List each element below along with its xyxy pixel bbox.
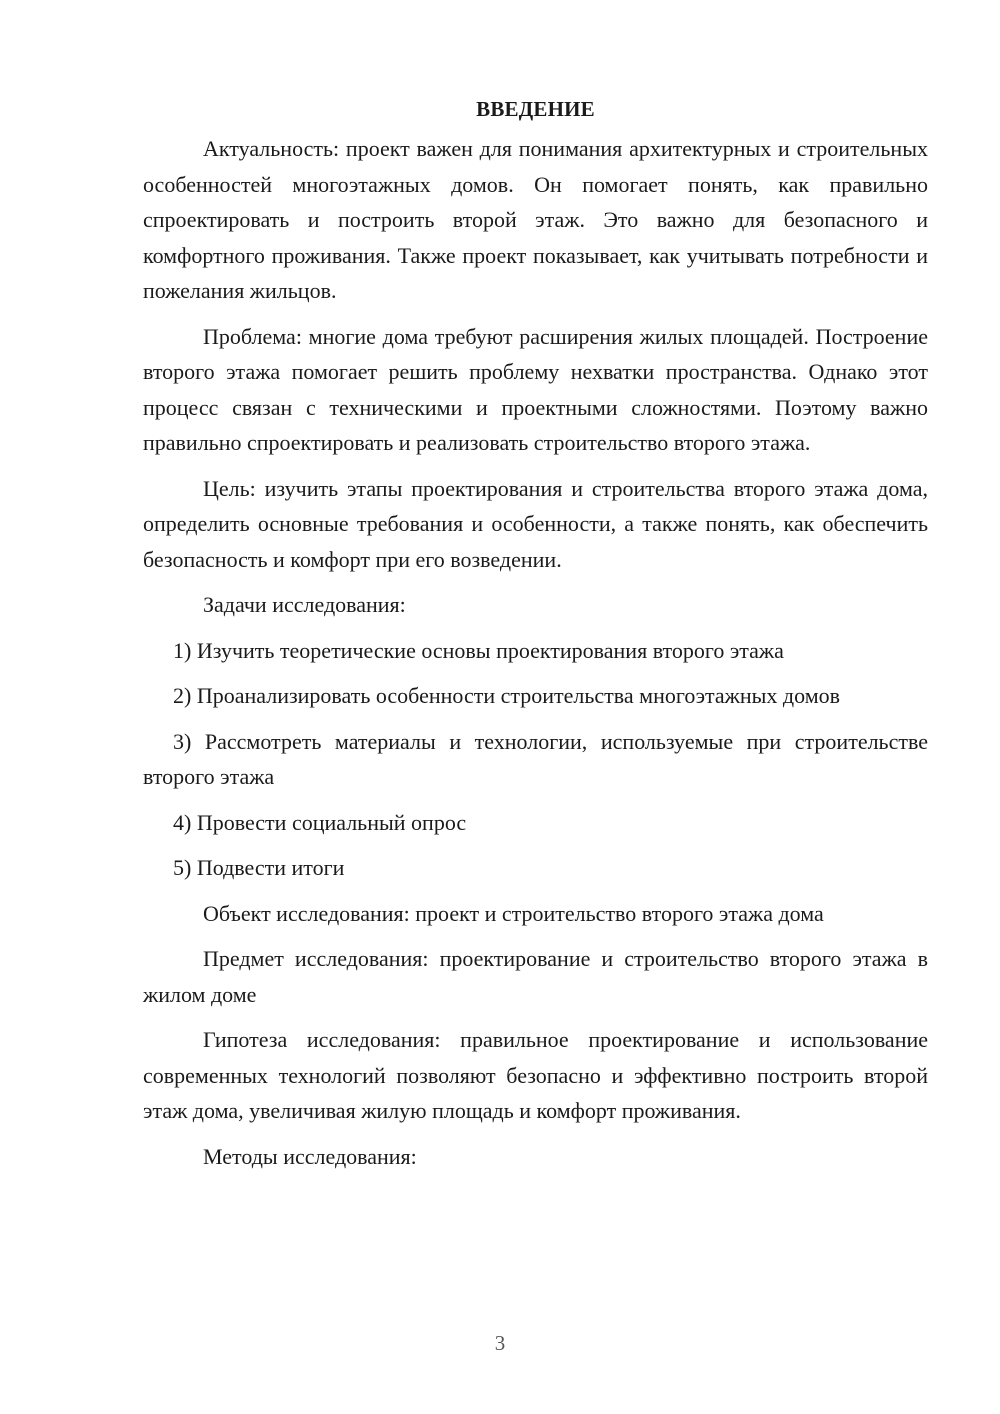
paragraph-subject: Предмет исследования: проектирование и строительство второго этажа в жилом доме [143, 946, 928, 1007]
task-item: 3) Рассмотреть материалы и технологии, используемые при строительстве второго этажа [143, 728, 928, 789]
task-item: 4) Провести социальный опрос [173, 809, 467, 835]
paragraph-object: Объект исследования: проект и строительство второго этажа дома [203, 900, 824, 926]
task-item: 5) Подвести итоги [173, 855, 345, 880]
section-title: ВВЕДЕНИЕ [476, 97, 595, 121]
page-content [143, 92, 928, 1184]
task-item: 2) Проанализировать особенности строительства многоэтажных домов [173, 683, 841, 708]
paragraph-hypothesis: Гипотеза исследования: правильное проектирование и использование современных технологий позволяют безопасно и эффективно построить второй этаж дома, увеличивая жилую площадь и комфорт проживания. [143, 1027, 928, 1123]
page-number: 3 [494, 1331, 506, 1355]
paragraph-goal: Цель: изучить этапы проектирования и строительства второго этажа дома, определить основные требования и особенности, а также понять, как обеспечить безопасность и комфорт при его возведении. [143, 475, 928, 572]
paragraph-relevance: Актуальность: проект важен для понимания архитектурных и строительных особенностей многоэтажных домов. Он помогает понять, как правильно спроектировать и построить второй этаж. Это важно для безопасного и комфортного проживания. Также проект показывает, как учитывать потребности и пожелания жильцов. [143, 136, 928, 303]
paragraph-methods-heading: Методы исследования: [203, 1143, 417, 1169]
paragraph-tasks-heading: Задачи исследования: [203, 592, 406, 617]
paragraph-problem: Проблема: многие дома требуют расширения жилых площадей. Построение второго этажа помогает решить проблему нехватки пространства. Однако этот процесс связан с техническими и проектными сложностями. Поэтому важно правильно спроектировать и реализовать строительство второго этажа. [143, 323, 928, 455]
task-item: 1) Изучить теоретические основы проектирования второго этажа [173, 637, 784, 663]
